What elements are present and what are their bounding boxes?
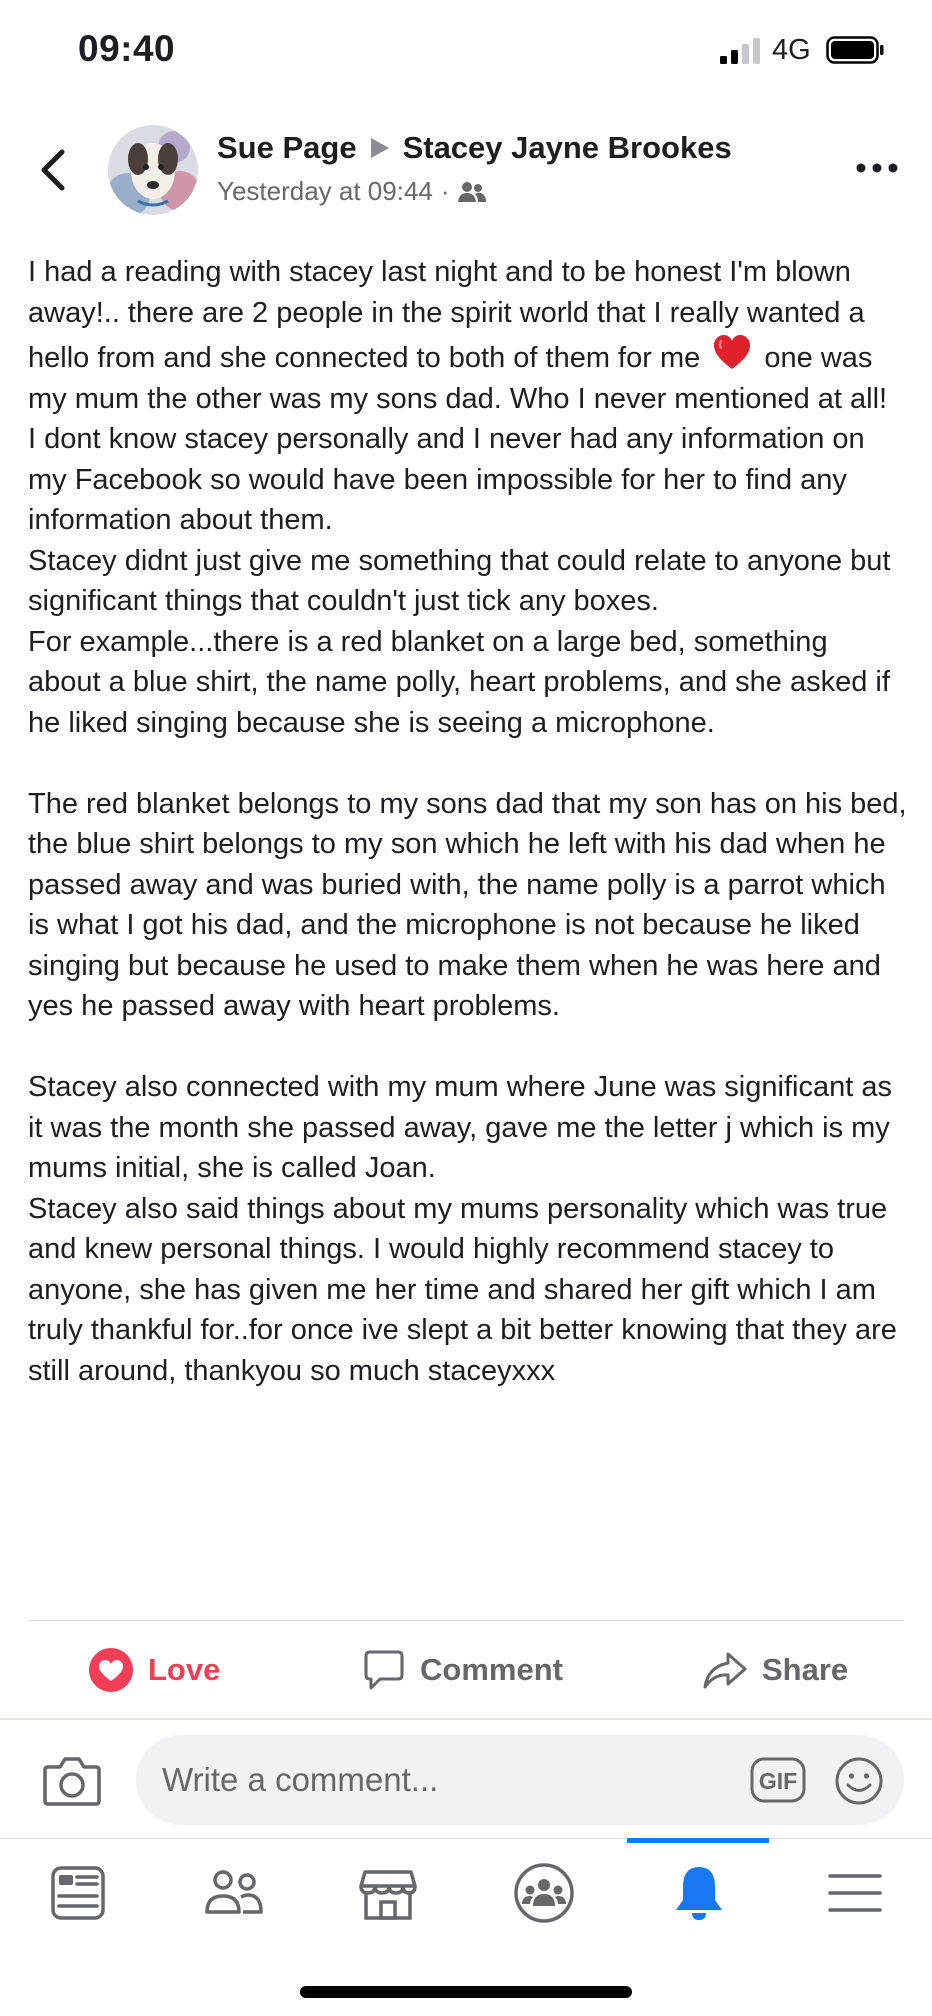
- back-chevron-icon[interactable]: [32, 142, 76, 198]
- paragraph-gap: [28, 743, 908, 784]
- share-arrow-icon: [702, 1650, 748, 1690]
- share-label: Share: [762, 1652, 849, 1687]
- marketplace-tab-icon[interactable]: [355, 1860, 421, 1926]
- status-bar: [0, 0, 932, 100]
- more-options-icon[interactable]: [854, 158, 900, 178]
- post-paragraph: Stacey also connected with my mum where June was significant as it was the month she passed away, gave me the letter j which is my mums initial, she is called Joan.: [28, 1071, 892, 1184]
- network-type: 4G: [772, 34, 811, 66]
- post-paragraph: The red blanket belongs to my sons dad that my son has on his bed, the blue shirt belongs to my son which he left with his dad when he passed away and was buried with, the name polly is a parrot which is what I got his dad, and the microphone is not because he liked singing but because he used to make them when he was here and yes he passed away with heart problems.: [28, 787, 907, 1022]
- gif-label: GIF: [758, 1768, 798, 1794]
- news-feed-tab-icon[interactable]: [45, 1860, 111, 1926]
- post-meta: [217, 176, 732, 207]
- menu-hamburger-icon[interactable]: [822, 1860, 888, 1926]
- battery-icon: [826, 36, 884, 64]
- post-paragraph: [28, 252, 908, 419]
- post-paragraph: For example...there is a red blanket on a large bed, something about a blue shirt, the name polly, heart problems, and she asked if he liked singing because she is seeing a microphone.: [28, 625, 890, 739]
- love-reaction-icon: [88, 1647, 134, 1693]
- share-button[interactable]: [702, 1640, 848, 1700]
- avatar-dog-painting: [108, 125, 198, 215]
- paragraph-gap: [28, 1027, 908, 1068]
- action-bar-top-divider: [28, 1620, 904, 1621]
- comment-button[interactable]: [362, 1640, 563, 1700]
- friends-tab-icon[interactable]: [201, 1860, 267, 1926]
- play-arrow-icon: [369, 136, 391, 160]
- emoji-smile-icon[interactable]: [834, 1756, 884, 1806]
- signal-strength-icon: [720, 38, 762, 64]
- meta-separator: ·: [440, 176, 450, 206]
- home-indicator[interactable]: [300, 1986, 632, 1998]
- red-heart-emoji-icon: [712, 333, 752, 373]
- post-text: one was my mum the other was my sons dad. Who I never mentioned at all!: [28, 342, 888, 415]
- love-label: Love: [148, 1652, 221, 1687]
- post-paragraph: Stacey didnt just give me something that could relate to anyone but significant things that couldn't just tick any boxes.: [28, 544, 891, 617]
- post-body: [28, 252, 908, 1391]
- post-header: [217, 130, 732, 207]
- friends-audience-icon[interactable]: [458, 181, 486, 203]
- notifications-bell-icon[interactable]: [666, 1860, 732, 1926]
- post-timestamp[interactable]: Yesterday at 09:44: [217, 176, 433, 206]
- active-tab-indicator: [627, 1838, 769, 1843]
- love-button[interactable]: [88, 1640, 220, 1700]
- composer-divider: [0, 1718, 932, 1720]
- bottom-nav-divider: [0, 1838, 932, 1839]
- gif-button[interactable]: [750, 1757, 806, 1803]
- groups-tab-icon[interactable]: [511, 1860, 577, 1926]
- post-names: [217, 130, 732, 166]
- post-text: I had a reading with stacey last night and to be honest I'm blown away!.. there are 2 people in the spirit world that I really wanted a hello from and she connected to both of them for me: [28, 256, 865, 374]
- camera-icon[interactable]: [42, 1755, 102, 1807]
- gif-icon: [750, 1757, 806, 1803]
- post-paragraph: I dont know stacey personally and I never had any information on my Facebook so would have been impossible for her to find any information about them.: [28, 423, 865, 536]
- comment-bubble-icon: [362, 1648, 406, 1692]
- avatar[interactable]: [108, 125, 198, 215]
- status-time: 09:40: [78, 28, 176, 69]
- post-paragraph: Stacey also said things about my mums personality which was true and knew personal things. I would highly recommend stacey to anyone, she has given me her time and shared her gift which I am truly thankful for..for once ive slept a bit better knowing that they are still around, thankyou so much staceyxxx: [28, 1192, 897, 1387]
- author-name-link[interactable]: Sue Page: [217, 130, 357, 165]
- comment-label: Comment: [420, 1652, 563, 1687]
- target-name-link[interactable]: Stacey Jayne Brookes: [402, 130, 732, 165]
